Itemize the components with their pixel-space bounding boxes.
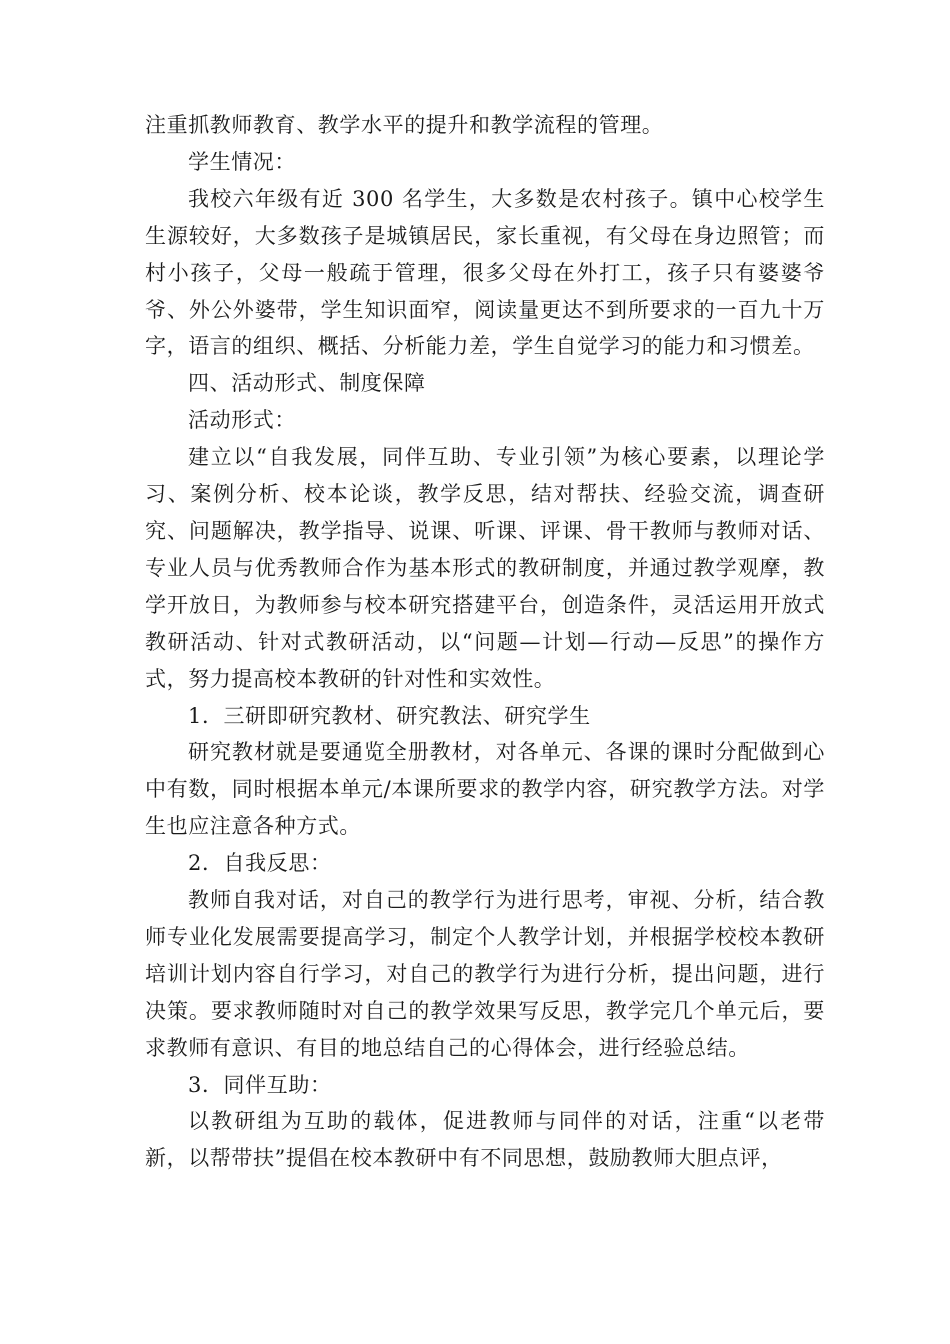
item-heading-peer-support: 3．同伴互助： (188, 1072, 332, 1097)
paragraph-student-situation: 我校六年级有近 300 名学生，大多数是农村孩子。镇中心校学生生源较好，大多数孩子是城镇居民，家长重视，有父母在身边照管；而村小孩子，父母一般疏于管理，很多父母在外打工，孩子只有婆婆爷爷、外公外婆带，学生知识面窄，阅读量更达不到所要求的一百九十万字，语言的组织、概括、分析能力差，学生自觉学习的能力和习惯差。 (145, 186, 825, 359)
paragraph-three-research: 研究教材就是要通览全册教材，对各单元、各课的课时分配做到心中有数，同时根据本单元/本课所要求的教学内容，研究教学方法。对学生也应注意各种方式。 (145, 740, 825, 839)
section-heading-activity-forms: 四、活动形式、制度保障 (188, 371, 426, 396)
paragraph-continuation: 注重抓教师教育、教学水平的提升和教学流程的管理。 (145, 113, 664, 137)
paragraph-activity-forms: 建立以“自我发展，同伴互助、专业引领”为核心要素，以理论学习、案例分析、校本论谈，教学反思，结对帮扶、经验交流，调查研究、问题解决，教学指导、说课、听课、评课、骨干教师与教师对话、专业人员与优秀教师合作为基本形式的教研制度，并通过教学观摩，教学开放日，为教师参与校本研究搭建平台，创造条件，灵活运用开放式教研活动、针对式教研活动，以“问题—计划—行动—反思”的操作方式，努力提高校本教研的针对性和实效性。 (145, 445, 825, 691)
paragraph-peer-support: 以教研组为互助的载体，促进教师与同伴的对话，注重“以老带新，以帮带扶”提倡在校本教研中有不同思想，鼓励教师大胆点评， (145, 1109, 825, 1171)
paragraph-self-reflection: 教师自我对话，对自己的教学行为进行思考，审视、分析，结合教师专业化发展需要提高学习，制定个人教学计划，并根据学校校本教研培训计划内容自行学习，对自己的教学行为进行分析，提出问题，进行决策。要求教师随时对自己的教学效果写反思，教学完几个单元后，要求教师有意识、有目的地总结自己的心得体会，进行经验总结。 (145, 888, 825, 1060)
heading-student-situation: 学生情况： (188, 149, 296, 174)
document-body (145, 107, 825, 1177)
item-heading-self-reflection: 2．自我反思： (188, 851, 332, 876)
heading-activity-forms: 活动形式： (188, 408, 296, 433)
item-heading-three-research: 1．三研即研究教材、研究教法、研究学生 (188, 703, 591, 728)
